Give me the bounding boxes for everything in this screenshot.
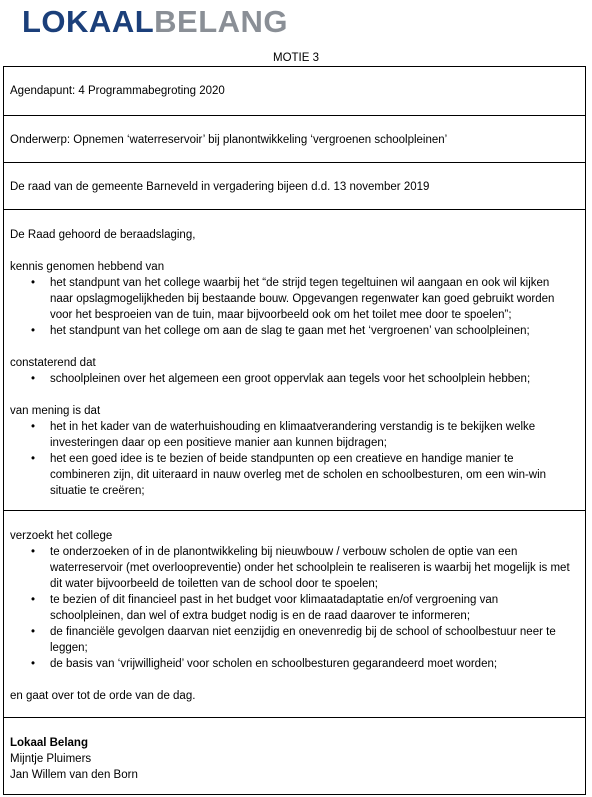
intro-text: De Raad gehoord de beraadslaging,: [10, 229, 196, 241]
verzoekt-list: [10, 544, 585, 672]
list-item: • de basis van ‘vrijwilligheid’ voor scholen en schoolbesturen gegarandeerd moet worden;: [10, 656, 585, 672]
row-verzoek: [4, 510, 585, 717]
list-item: • het een goed idee is te bezien of beide standpunten op een creatieve en handige manier te combineren zijn, dit uiteraard in nauw overleg met de scholen en schoolbesturen, om een win-win situatie te creëren;: [10, 451, 585, 499]
row-raad: [4, 162, 585, 209]
list-item: • het standpunt van het college om aan de slag te gaan met het ‘vergroenen’ van schoolpleinen;: [10, 323, 585, 339]
logo-part-1: LOKAAL: [22, 4, 155, 39]
kennis-heading: kennis genomen hebbend van: [10, 261, 165, 273]
logo-part-2: BELANG: [154, 4, 289, 39]
row-ondertekening: [4, 717, 585, 794]
closing-text: en gaat over tot de orde van de dag.: [10, 690, 196, 702]
raad-text: De raad van de gemeente Barneveld in vergadering bijeen d.d. 13 november 2019: [10, 181, 430, 193]
row-overwegingen: [4, 209, 585, 510]
verzoekt-heading: verzoekt het college: [10, 530, 113, 542]
constaterend-list: [10, 371, 585, 387]
list-item: • schoolpleinen over het algemeen een groot oppervlak aan tegels voor het schoolplein hebben;: [10, 371, 585, 387]
kennis-list: [10, 275, 585, 339]
mening-heading: van mening is dat: [10, 405, 101, 417]
signatory-party: Lokaal Belang: [10, 737, 88, 749]
row-onderwerp: [4, 115, 585, 162]
mening-list: [10, 419, 585, 499]
constaterend-heading: constaterend dat: [10, 357, 96, 369]
list-item: • de financiële gevolgen daarvan niet eenzijdig en onevenredig bij de school of schoolbestuur neer te leggen;: [10, 624, 585, 656]
list-item: • te onderzoeken of in de planontwikkeling bij nieuwbouw / verbouw scholen de optie van een waterreservoir (met overloopreventie) onder het schoolplein te realiseren is waarbij het mogelijk is met dit water bijvoorbeeld de toiletten van de school door te spoelen;: [10, 544, 585, 592]
list-item: • het in het kader van de waterhuishouding en klimaatverandering verstandig is te bekijken welke investeringen daar op een positieve manier aan kunnen bijdragen;: [10, 419, 585, 451]
motion-number: MOTIE 3: [272, 52, 319, 64]
row-agendapunt: [4, 67, 585, 115]
motion-table: [3, 66, 586, 795]
agendapunt-text: Agendapunt: 4 Programmabegroting 2020: [10, 85, 225, 97]
signatory-name: Jan Willem van den Born: [10, 769, 138, 781]
signatory-name: Mijntje Pluimers: [10, 753, 92, 765]
list-item: • te bezien of dit financieel past in het budget voor klimaatadaptatie en/of vergroening van schoolpleinen, dan wel of extra budget nodig is en de raad daarover te informeren;: [10, 592, 585, 624]
party-logo: [22, 2, 288, 42]
list-item: • het standpunt van het college waarbij het “de strijd tegen tegeltuinen wil aangaan en ook wil kijken naar opslagmogelijkheden bij bestaande bouw. Opgevangen regenwater kan goed gebruikt worden voor het besproeien van de tuin, maar bijvoorbeeld ook om het toilet mee door te spoelen”;: [10, 275, 585, 323]
onderwerp-text: Onderwerp: Opnemen ‘waterreservoir’ bij planontwikkeling ‘vergroenen schoolpleinen’: [10, 134, 448, 146]
